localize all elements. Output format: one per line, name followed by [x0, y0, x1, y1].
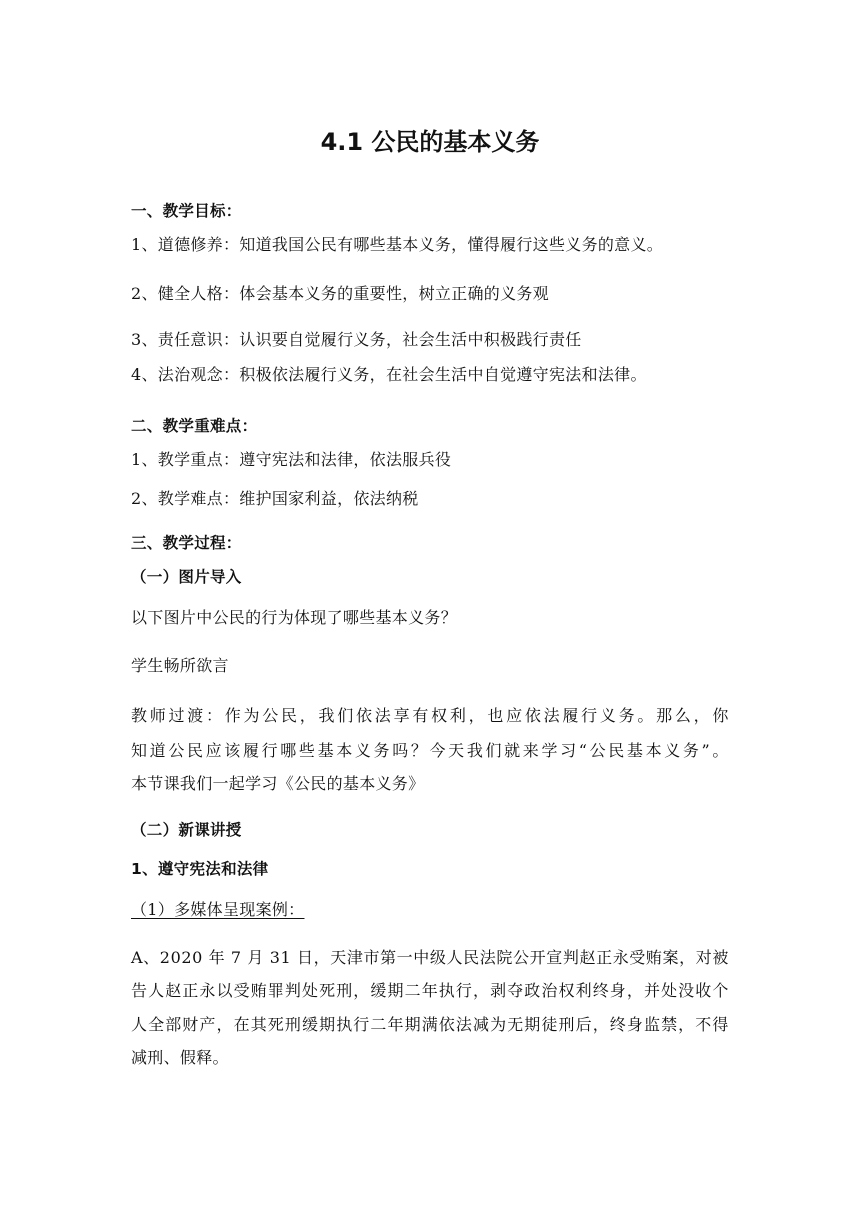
case-subheading: （1）多媒体呈现案例：	[131, 900, 305, 919]
objective-item: 1、道德修养：知道我国公民有哪些基本义务，懂得履行这些义务的意义。	[131, 235, 664, 254]
part-heading-new-lesson: （二）新课讲授	[131, 821, 242, 839]
intro-question: 以下图片中公民的行为体现了哪些基本义务？	[131, 608, 458, 627]
case-text-line: 告人赵正永以受贿罪判处死刑，缓期二年执行，剥夺政治权利终身，并处没收个	[131, 981, 729, 1000]
section-heading-process: 三、教学过程：	[131, 534, 242, 552]
student-answer: 学生畅所欲言	[131, 656, 229, 675]
section-heading-objectives: 一、教学目标：	[131, 202, 242, 220]
key-point-item: 2、教学难点：维护国家利益，依法纳税	[131, 489, 419, 508]
teacher-transition-line: 教师过渡：作为公民，我们依法享有权利，也应依法履行义务。那么，你	[131, 706, 729, 725]
teacher-transition-line: 本节课我们一起学习《公民的基本义务》	[131, 774, 425, 793]
key-point-item: 1、教学重点：遵守宪法和法律，依法服兵役	[131, 450, 452, 469]
objective-item: 2、健全人格：体会基本义务的重要性，树立正确的义务观	[131, 284, 549, 303]
case-text-line: 人全部财产，在其死刑缓期执行二年期满依法减为无期徒刑后，终身监禁，不得	[131, 1015, 729, 1034]
case-text-line: 减刑、假释。	[131, 1048, 229, 1067]
objective-item: 3、责任意识：认识要自觉履行义务，社会生活中积极践行责任	[131, 330, 582, 349]
section-heading-key-points: 二、教学重难点：	[131, 417, 258, 435]
case-text-line: A、2020 年 7 月 31 日，天津市第一中级人民法院公开宣判赵正永受贿案，对被	[131, 948, 729, 967]
topic-heading: 1、遵守宪法和法律	[131, 860, 269, 878]
part-heading-picture-intro: （一）图片导入	[131, 568, 242, 586]
document-title: 4.1 公民的基本义务	[320, 128, 540, 156]
objective-item: 4、法治观念：积极依法履行义务，在社会生活中自觉遵守宪法和法律。	[131, 365, 647, 384]
teacher-transition-line: 知道公民应该履行哪些基本义务吗？今天我们就来学习“公民基本义务”。	[131, 741, 729, 760]
